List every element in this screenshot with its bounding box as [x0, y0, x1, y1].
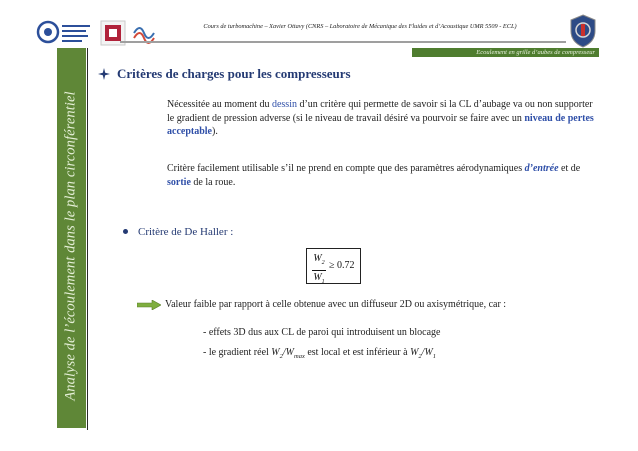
p2-highlight-entree: d’entrée	[524, 163, 559, 174]
formula-denominator: $W_1$	[313, 272, 325, 285]
sidebar-divider	[87, 48, 88, 430]
formula-relation: ≥ 0.72	[329, 260, 355, 271]
bullet-dot-icon	[123, 229, 128, 234]
breadcrumb: Ecoulement en grille d’aubes de compresseur	[412, 48, 599, 57]
p2-text-1: Critère facilement utilisable s’il ne prend en compte que des paramètres aérodynamiques	[167, 163, 525, 174]
bullet-de-haller	[123, 226, 233, 238]
paragraph-criterion	[167, 162, 597, 189]
de-haller-formula	[306, 248, 361, 284]
bullet-text: Critère de De Haller :	[138, 226, 234, 238]
p1-text-2: d’un critère qui permette de savoir si la CL d’aubage va ou non supporter le gradient de pression adverse (si le niveau de travail désiré va pourvoir se faire avec un	[167, 99, 593, 124]
p1-highlight-pertes: niveau de pertes acceptable	[167, 112, 594, 137]
p1-text-1: Nécessitée au moment du	[167, 99, 272, 110]
slide-title-row	[98, 66, 351, 82]
cnrs-wordmark	[62, 22, 94, 44]
course-header: Cours de turbomachine – Xavier Ottavy (CNRS – Laboratoire de Mécanique des Fluides et d’Acoustique UMR 5509 - ECL)	[203, 23, 517, 30]
p1-highlight-dessin: dessin	[271, 99, 297, 110]
formula-numerator: $W_2$	[312, 252, 326, 271]
diamond-bullet-icon	[98, 68, 110, 80]
sub-item-gradient: - le gradient réel $W_2/W_{max}$ est local et est inférieur à $W_2/W_1$	[203, 347, 437, 360]
header-divider	[120, 41, 566, 43]
p2-text-2: et de	[558, 163, 581, 174]
paragraph-need	[167, 98, 597, 139]
p2-text-3: de la roue.	[190, 176, 236, 188]
formula-fraction	[312, 252, 326, 289]
slide-title: Critères de charges pour les compresseurs	[117, 66, 351, 81]
arrow-icon	[137, 300, 161, 310]
sidebar-vertical-title: Analyse de l’écoulement dans le plan circonférentiel	[62, 91, 79, 401]
sub-item-3d-effects: - effets 3D dus aux CL de paroi qui introduisent un blocage	[203, 327, 441, 338]
p2-highlight-sortie: sortie	[167, 176, 191, 188]
cnrs-logo-icon	[36, 20, 60, 44]
p1-text-3: ).	[212, 126, 218, 137]
arrow-note-text: Valeur faible par rapport à celle obtenue avec un diffuseur 2D ou axisymétrique, car :	[165, 299, 507, 310]
institution-seal-icon	[568, 14, 598, 48]
arrow-note	[137, 299, 506, 310]
